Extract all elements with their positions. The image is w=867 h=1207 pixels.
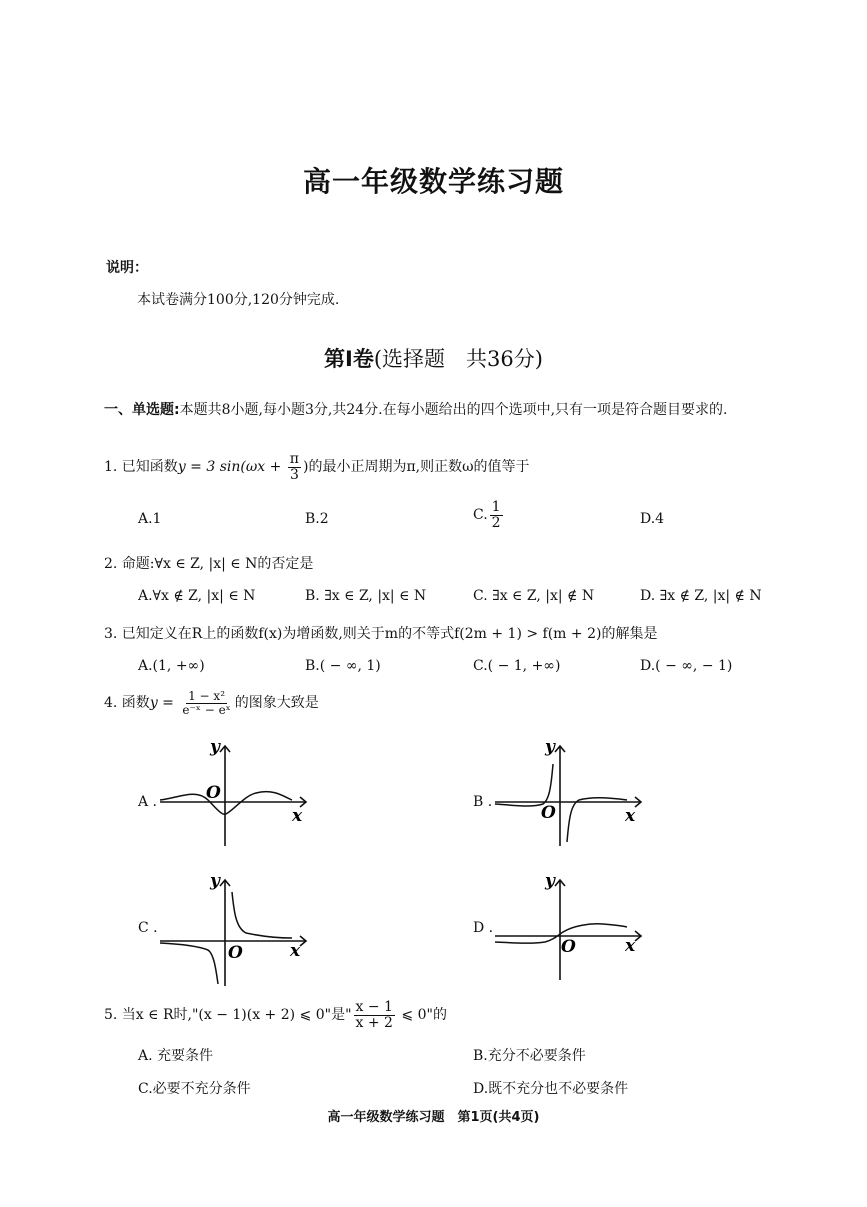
q5-suffix: ⩽ 0"的 bbox=[396, 1007, 447, 1024]
q2-option-b[interactable]: B. ∃x ∈ Z, |x| ∈ N bbox=[305, 588, 427, 604]
graph-d-origin-label: O bbox=[561, 937, 576, 957]
q5-option-b[interactable]: B.充分不必要条件 bbox=[473, 1048, 586, 1064]
q1-option-a[interactable]: A.1 bbox=[138, 511, 162, 527]
q5-prefix: 5. 当x ∈ R时,"(x − 1)(x + 2) ⩽ 0"是" bbox=[104, 1007, 352, 1024]
graph-a[interactable] bbox=[158, 738, 318, 848]
q5-option-c[interactable]: C.必要不充分条件 bbox=[138, 1081, 251, 1097]
question-5-stem bbox=[104, 1000, 447, 1030]
graph-b-y-label: y bbox=[545, 738, 555, 757]
q4-y-eq: y = bbox=[149, 695, 179, 712]
note-text: 本试卷满分100分,120分钟完成. bbox=[137, 292, 340, 308]
q3-option-a[interactable]: A.(1, +∞) bbox=[138, 658, 205, 674]
page-footer: 高一年级数学练习题 第1页(共4页) bbox=[327, 1110, 540, 1125]
graph-b-x-label: x bbox=[625, 806, 636, 826]
q2-option-a[interactable]: A.∀x ∉ Z, |x| ∈ N bbox=[138, 588, 256, 604]
graph-d-x-label: x bbox=[625, 936, 636, 956]
graph-c[interactable] bbox=[158, 872, 318, 990]
question-1-stem bbox=[104, 452, 530, 482]
graph-b-origin-label: O bbox=[541, 803, 556, 823]
q4-fraction bbox=[180, 690, 232, 716]
q1-option-c[interactable] bbox=[473, 500, 505, 530]
graph-c-origin-label: O bbox=[228, 943, 243, 963]
q4-frac-num: 1 − x² bbox=[188, 689, 226, 703]
intro-text: 本题共8小题,每小题3分,共24分.在每小题给出的四个选项中,只有一项是符合题目要求的. bbox=[179, 402, 728, 418]
graph-c-curve-left bbox=[160, 943, 218, 984]
graph-a-label[interactable]: A . bbox=[138, 794, 158, 810]
q1-option-c-num: 1 bbox=[491, 499, 501, 515]
graph-c-x-label: x bbox=[290, 941, 301, 961]
q4-suffix: 的图象大致是 bbox=[234, 695, 319, 712]
graph-b-curve-left bbox=[495, 764, 553, 806]
q1-option-b[interactable]: B.2 bbox=[305, 511, 329, 527]
q5-frac-num: x − 1 bbox=[355, 999, 393, 1015]
q1-fraction bbox=[288, 452, 301, 482]
q1-prefix: 1. 已知函数 bbox=[104, 459, 178, 476]
q4-prefix: 4. 函数 bbox=[104, 695, 150, 712]
graph-c-curve-right bbox=[232, 892, 292, 938]
q1-suffix: 的最小正周期为π,则正数ω的值等于 bbox=[308, 459, 530, 476]
q5-frac-den: x + 2 bbox=[355, 1014, 393, 1031]
q5-option-a[interactable]: A. 充要条件 bbox=[138, 1048, 214, 1064]
graph-d[interactable] bbox=[493, 872, 653, 982]
question-4-stem bbox=[104, 690, 319, 716]
graph-a-x-label: x bbox=[292, 806, 303, 826]
section-heading bbox=[0, 343, 867, 373]
section-intro bbox=[104, 398, 772, 422]
graph-d-label[interactable]: D . bbox=[473, 920, 494, 936]
graph-b-label[interactable]: B . bbox=[473, 794, 493, 810]
q3-option-d[interactable]: D.( − ∞, − 1) bbox=[640, 658, 733, 674]
q3-option-c[interactable]: C.( − 1, +∞) bbox=[473, 658, 561, 674]
q5-fraction bbox=[354, 1000, 395, 1030]
graph-a-origin-label: O bbox=[206, 783, 221, 803]
q1-func-a: y = 3 sin(ωx + bbox=[177, 459, 286, 476]
graph-c-y-label: y bbox=[210, 872, 220, 891]
graph-d-y-label: y bbox=[545, 872, 555, 891]
section-main: 第Ⅰ卷 bbox=[324, 347, 374, 371]
graph-b[interactable] bbox=[493, 738, 653, 848]
graph-a-y-label: y bbox=[210, 738, 220, 757]
q1-option-c-den: 2 bbox=[491, 514, 501, 531]
q1-option-c-fraction bbox=[490, 500, 503, 530]
graph-a-curve bbox=[160, 792, 292, 815]
question-3-stem: 3. 已知定义在R上的函数f(x)为增函数,则关于m的不等式f(2m + 1) > f(m + 2)的解集是 bbox=[104, 626, 658, 642]
section-sub: (选择题 共36分) bbox=[373, 347, 543, 371]
graph-c-label[interactable]: C . bbox=[138, 920, 158, 936]
question-2-stem: 2. 命题:∀x ∈ Z, |x| ∈ N的否定是 bbox=[104, 556, 314, 572]
q1-frac-den: 3 bbox=[289, 466, 299, 483]
q2-option-d[interactable]: D. ∃x ∉ Z, |x| ∉ N bbox=[640, 588, 762, 604]
intro-heading: 一、单选题: bbox=[104, 402, 180, 418]
note-label: 说明： bbox=[106, 260, 148, 276]
q4-frac-den: e⁻ˣ − eˣ bbox=[182, 702, 231, 717]
q1-frac-num: π bbox=[289, 451, 299, 467]
q1-func-b: ) bbox=[303, 459, 309, 476]
q1-option-d[interactable]: D.4 bbox=[640, 511, 665, 527]
q2-option-c[interactable]: C. ∃x ∈ Z, |x| ∉ N bbox=[473, 588, 595, 604]
q1-option-c-label: C. bbox=[473, 507, 488, 524]
page-title: 高一年级数学练习题 bbox=[302, 165, 564, 198]
graph-b-curve-right bbox=[567, 798, 627, 842]
q5-option-d[interactable]: D.既不充分也不必要条件 bbox=[473, 1081, 629, 1097]
q3-option-b[interactable]: B.( − ∞, 1) bbox=[305, 658, 381, 674]
